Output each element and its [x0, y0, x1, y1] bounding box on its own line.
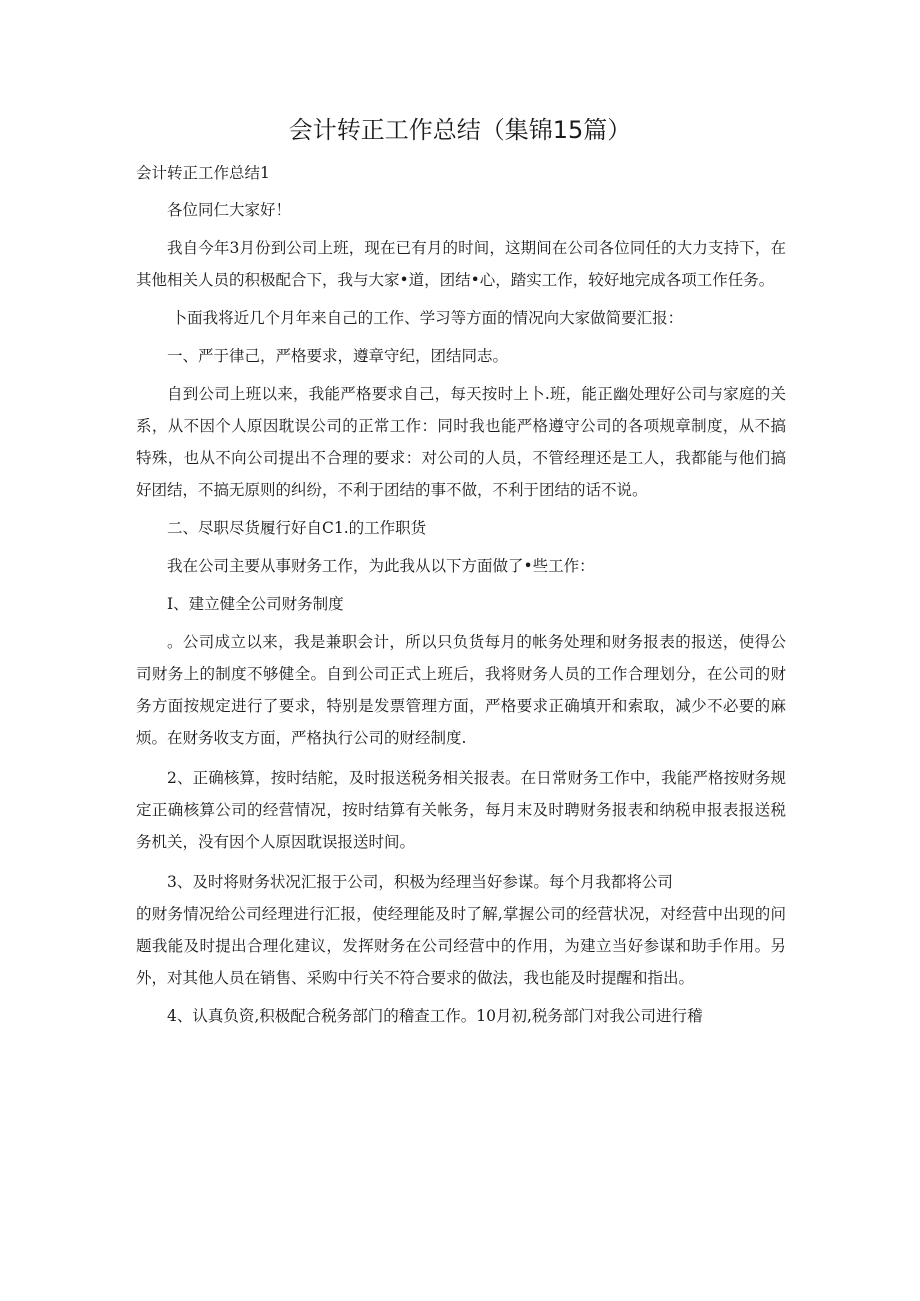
paragraph-item-4: 4、认真负资,积极配合税务部门的稽查工作。10月初,税务部门对我公司进行稽	[167, 1007, 703, 1025]
document-body	[136, 158, 786, 1032]
paragraph-discipline: 自到公司上班以来，我能严格要求自己，每天按时上卜.班，能正幽处理好公司与家庭的关系，从不因个人原因耽误公司的正常工作：同时我也能严格遵守公司的各项规章制度，从不搞特殊，也从不向公司提出不合理的要求：对公司的人员，不管经理还是工人，我都能与他们搞好团结，不搞无原则的纠纷，不利于团结的事不做，不利于团结的话不说。	[136, 385, 786, 499]
document-title: 会计转正工作总结（集锦15篇）	[288, 116, 632, 144]
section-subtitle: 会计转正工作总结1	[136, 164, 270, 182]
paragraph-item-1: 。公司成立以来，我是兼职会计，所以只负货每月的帐务处理和财务报表的报送，使得公司财务上的制度不够健全。自到公司正式上班后，我将财务人员的工作合理划分，在公司的财务方面按规定进行了要求，特别是发票管理方面，严格要求正确填开和索取，减少不必要的麻烦。在财务收支方面，严格执行公司的财经制度.	[136, 633, 786, 747]
paragraph-report-lead: 卜面我将近几个月年来自己的工作、学习等方面的情况向大家做简要汇报：	[171, 309, 684, 327]
paragraph-item-3: 的财务情况给公司经理进行汇报，使经理能及时了解,掌握公司的经营状况，对经营中出现的问题我能及时提出合理化建议，发挥财务在公司经营中的作用，为建立当好参谋和助手作用。另外，对其他人员在销售、采购中行关不符合要求的做法，我也能及时提醒和指出。	[136, 905, 786, 987]
paragraph-intro: 我自今年3月份到公司上班，现在已有月的时间，这期间在公司各位同任的大力支持下，在其他相关人员的积极配合下，我与大家•道，团结•心，踏实工作，较好地完成各项工作任务。	[136, 239, 786, 289]
paragraph-item-3-lead: 3、及时将财务状况汇报于公司，积极为经理当好参谋。每个月我都将公司	[167, 873, 673, 891]
paragraph-item-2: 2、正确核算，按时结舵，及时报送税务相关报表。在日常财务工作中，我能严格按财务规定正确核算公司的经营情况，按时结算有关帐务，每月末及时聘财务报表和纳税申报表报送税务机关，没有因个人原因耽误报送时间。	[136, 769, 786, 851]
paragraph-greeting: 各位同仁大家好！	[167, 201, 292, 219]
heading-section-1: 一、严于律己，严格要求，遵章守纪，团结同志。	[167, 347, 509, 365]
paragraph-finance-work: 我在公司主要从事财务工作，为此我从以下方面做了•些工作：	[167, 557, 595, 575]
heading-section-2: 二、尽职尽货履行好自C1.的工作职货	[167, 519, 427, 537]
heading-item-1: I、建立健全公司财务制度	[167, 595, 344, 613]
